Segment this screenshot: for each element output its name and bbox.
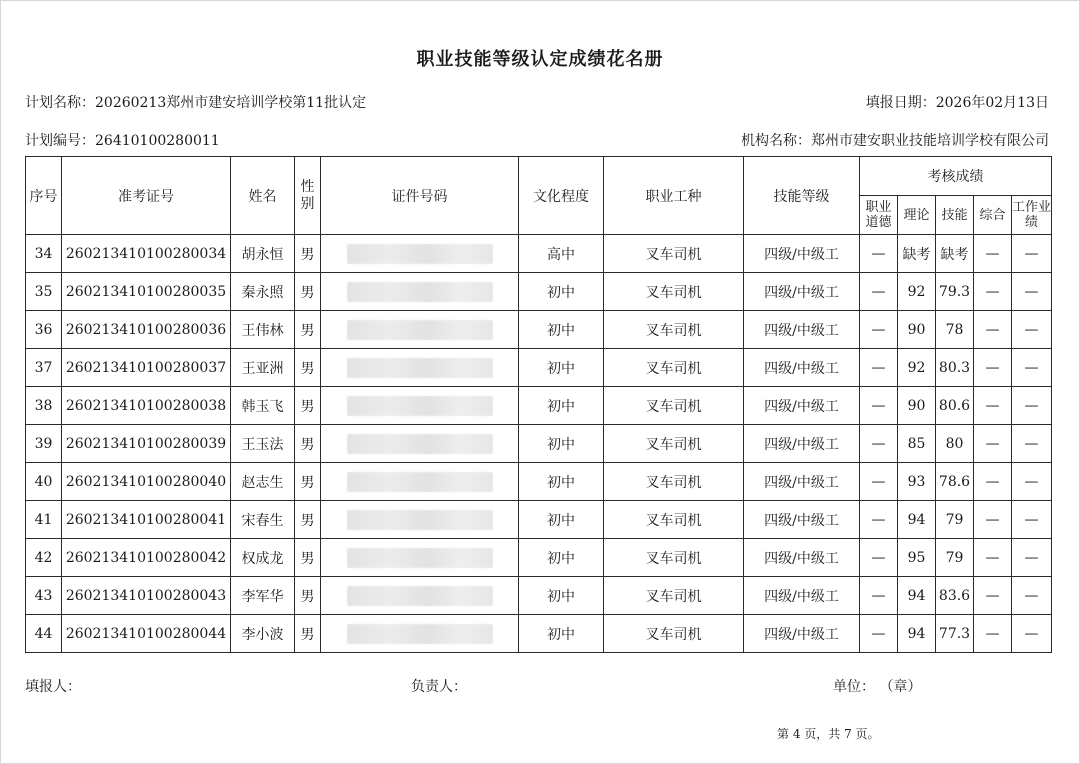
header-overall: 综合 [974,196,1012,235]
cell-gender: 男 [295,235,321,273]
cell-work: — [1012,387,1052,425]
table-row [26,387,1052,425]
cell-overall: — [974,615,1012,653]
table-row [26,577,1052,615]
cell-education: 初中 [519,463,604,501]
plan-number: 计划编号：26410100280011 [25,133,220,149]
organization-name: 机构名称：郑州市建安职业技能培训学校有限公司 [741,133,1049,149]
cell-seq: 41 [26,501,62,539]
document-title: 职业技能等级认定成绩花名册 [416,49,664,70]
cell-occupation: 叉车司机 [604,577,744,615]
cell-exam-no: 260213410100280035 [62,273,231,311]
cell-name: 韩玉飞 [231,387,295,425]
cell-id-no [321,235,519,273]
cell-ethics: — [860,235,898,273]
cell-exam-no: 260213410100280043 [62,577,231,615]
cell-name: 权成龙 [231,539,295,577]
table-row [26,273,1052,311]
cell-seq: 38 [26,387,62,425]
cell-seq: 37 [26,349,62,387]
cell-id-no [321,577,519,615]
cell-occupation: 叉车司机 [604,349,744,387]
cell-id-no [321,349,519,387]
cell-gender: 男 [295,425,321,463]
cell-seq: 42 [26,539,62,577]
header-level: 技能等级 [744,157,860,235]
cell-theory: 缺考 [898,235,936,273]
cell-level: 四级/中级工 [744,235,860,273]
cell-skill: 79.3 [936,273,974,311]
cell-occupation: 叉车司机 [604,539,744,577]
cell-seq: 39 [26,425,62,463]
cell-skill: 79 [936,501,974,539]
cell-exam-no: 260213410100280036 [62,311,231,349]
cell-theory: 94 [898,577,936,615]
cell-id-no [321,387,519,425]
cell-level: 四级/中级工 [744,311,860,349]
cell-occupation: 叉车司机 [604,387,744,425]
cell-overall: — [974,311,1012,349]
cell-gender: 男 [295,577,321,615]
redacted-id-blur [347,548,493,568]
table-row [26,235,1052,273]
page-number: 第 4 页，共 7 页。 [777,727,880,741]
unit-seal-label: 单位： （章） [833,679,922,695]
cell-skill: 缺考 [936,235,974,273]
cell-skill: 78.6 [936,463,974,501]
cell-name: 李小波 [231,615,295,653]
cell-gender: 男 [295,463,321,501]
cell-seq: 44 [26,615,62,653]
cell-ethics: — [860,501,898,539]
cell-seq: 40 [26,463,62,501]
cell-work: — [1012,349,1052,387]
cell-id-no [321,425,519,463]
cell-theory: 95 [898,539,936,577]
cell-occupation: 叉车司机 [604,235,744,273]
cell-skill: 80.3 [936,349,974,387]
fill-date: 填报日期：2026年02月13日 [865,95,1049,111]
header-gender: 性别 [295,157,321,235]
cell-id-no [321,615,519,653]
cell-education: 初中 [519,311,604,349]
cell-level: 四级/中级工 [744,577,860,615]
redacted-id-blur [347,320,493,340]
redacted-id-blur [347,358,493,378]
cell-work: — [1012,539,1052,577]
plan-name: 计划名称：20260213郑州市建安培训学校第11批认定 [25,95,367,111]
header-id-no: 证件号码 [321,157,519,235]
cell-education: 初中 [519,539,604,577]
cell-ethics: — [860,539,898,577]
cell-seq: 43 [26,577,62,615]
cell-theory: 92 [898,349,936,387]
cell-education: 初中 [519,577,604,615]
cell-id-no [321,273,519,311]
cell-theory: 94 [898,615,936,653]
cell-id-no [321,501,519,539]
cell-exam-no: 260213410100280041 [62,501,231,539]
cell-skill: 77.3 [936,615,974,653]
redacted-id-blur [347,624,493,644]
cell-occupation: 叉车司机 [604,425,744,463]
score-roster-table [25,156,1052,653]
table-row [26,311,1052,349]
cell-skill: 80.6 [936,387,974,425]
cell-ethics: — [860,577,898,615]
table-row [26,349,1052,387]
cell-overall: — [974,387,1012,425]
header-seq: 序号 [26,157,62,235]
cell-name: 宋春生 [231,501,295,539]
table-row [26,501,1052,539]
cell-work: — [1012,615,1052,653]
cell-theory: 90 [898,387,936,425]
cell-name: 王亚洲 [231,349,295,387]
cell-work: — [1012,463,1052,501]
cell-work: — [1012,273,1052,311]
cell-education: 初中 [519,425,604,463]
cell-overall: — [974,425,1012,463]
cell-theory: 92 [898,273,936,311]
header-work: 工作业绩 [1012,196,1052,235]
cell-education: 高中 [519,235,604,273]
cell-education: 初中 [519,273,604,311]
cell-level: 四级/中级工 [744,539,860,577]
cell-gender: 男 [295,501,321,539]
cell-gender: 男 [295,311,321,349]
cell-name: 胡永恒 [231,235,295,273]
cell-ethics: — [860,273,898,311]
cell-name: 赵志生 [231,463,295,501]
cell-level: 四级/中级工 [744,463,860,501]
redacted-id-blur [347,472,493,492]
cell-theory: 94 [898,501,936,539]
header-theory: 理论 [898,196,936,235]
cell-id-no [321,463,519,501]
cell-occupation: 叉车司机 [604,463,744,501]
cell-work: — [1012,577,1052,615]
header-exam-no: 准考证号 [62,157,231,235]
cell-exam-no: 260213410100280034 [62,235,231,273]
cell-theory: 85 [898,425,936,463]
cell-overall: — [974,349,1012,387]
cell-skill: 78 [936,311,974,349]
cell-level: 四级/中级工 [744,501,860,539]
cell-exam-no: 260213410100280038 [62,387,231,425]
cell-ethics: — [860,615,898,653]
redacted-id-blur [347,244,493,264]
redacted-id-blur [347,510,493,530]
cell-gender: 男 [295,349,321,387]
cell-gender: 男 [295,387,321,425]
table-row [26,463,1052,501]
cell-work: — [1012,425,1052,463]
cell-seq: 36 [26,311,62,349]
cell-education: 初中 [519,615,604,653]
header-occupation: 职业工种 [604,157,744,235]
cell-education: 初中 [519,349,604,387]
cell-overall: — [974,463,1012,501]
table-row [26,539,1052,577]
cell-education: 初中 [519,387,604,425]
cell-gender: 男 [295,539,321,577]
cell-name: 秦永照 [231,273,295,311]
cell-exam-no: 260213410100280037 [62,349,231,387]
table-row [26,425,1052,463]
cell-work: — [1012,501,1052,539]
cell-occupation: 叉车司机 [604,311,744,349]
cell-overall: — [974,577,1012,615]
cell-exam-no: 260213410100280044 [62,615,231,653]
cell-name: 王玉法 [231,425,295,463]
cell-level: 四级/中级工 [744,349,860,387]
cell-overall: — [974,235,1012,273]
cell-id-no [321,539,519,577]
cell-overall: — [974,501,1012,539]
cell-seq: 34 [26,235,62,273]
redacted-id-blur [347,586,493,606]
cell-theory: 90 [898,311,936,349]
cell-exam-no: 260213410100280042 [62,539,231,577]
cell-work: — [1012,311,1052,349]
redacted-id-blur [347,282,493,302]
cell-id-no [321,311,519,349]
cell-level: 四级/中级工 [744,387,860,425]
cell-skill: 83.6 [936,577,974,615]
cell-theory: 93 [898,463,936,501]
filler-label: 填报人： [25,679,81,695]
cell-gender: 男 [295,273,321,311]
cell-name: 李军华 [231,577,295,615]
cell-occupation: 叉车司机 [604,273,744,311]
table-row [26,615,1052,653]
header-skill: 技能 [936,196,974,235]
cell-overall: — [974,273,1012,311]
cell-skill: 79 [936,539,974,577]
header-education: 文化程度 [519,157,604,235]
header-name: 姓名 [231,157,295,235]
cell-ethics: — [860,387,898,425]
cell-gender: 男 [295,615,321,653]
cell-seq: 35 [26,273,62,311]
cell-exam-no: 260213410100280040 [62,463,231,501]
cell-level: 四级/中级工 [744,615,860,653]
cell-occupation: 叉车司机 [604,615,744,653]
cell-skill: 80 [936,425,974,463]
redacted-id-blur [347,396,493,416]
cell-ethics: — [860,463,898,501]
cell-name: 王伟林 [231,311,295,349]
cell-overall: — [974,539,1012,577]
cell-ethics: — [860,349,898,387]
cell-education: 初中 [519,501,604,539]
cell-work: — [1012,235,1052,273]
cell-level: 四级/中级工 [744,425,860,463]
cell-ethics: — [860,311,898,349]
cell-occupation: 叉车司机 [604,501,744,539]
header-scores: 考核成绩 [860,157,1052,196]
header-ethics: 职业道德 [860,196,898,235]
cell-level: 四级/中级工 [744,273,860,311]
redacted-id-blur [347,434,493,454]
cell-exam-no: 260213410100280039 [62,425,231,463]
responsible-label: 负责人： [411,679,467,695]
cell-ethics: — [860,425,898,463]
